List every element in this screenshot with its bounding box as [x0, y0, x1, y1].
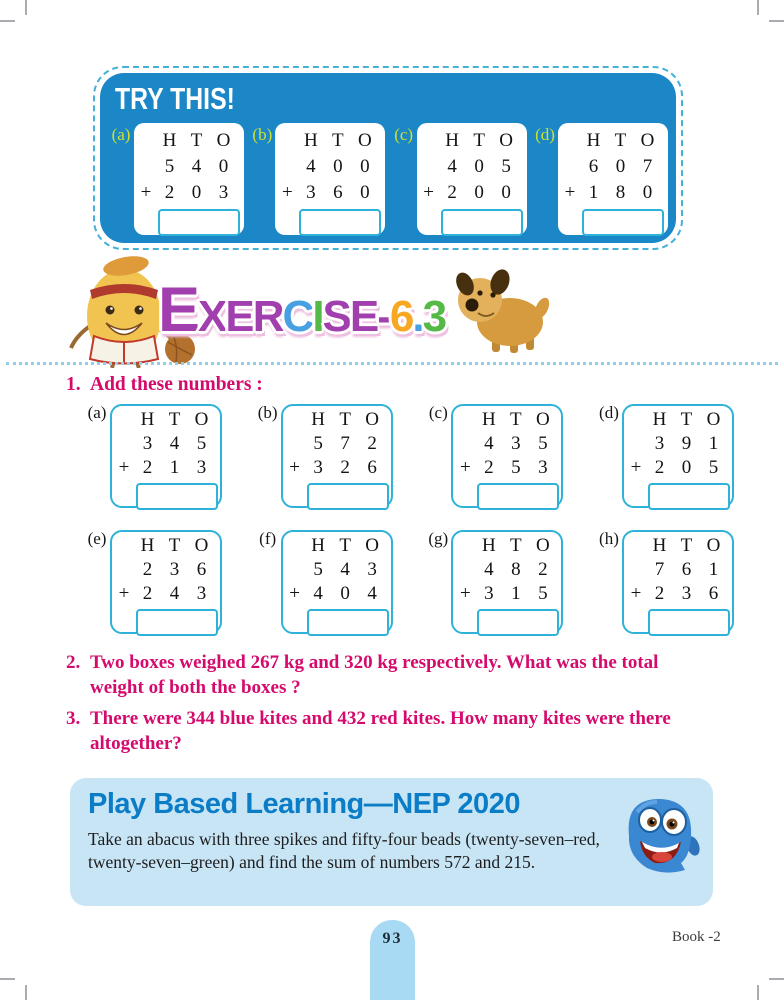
problem-label: (a) — [87, 403, 107, 422]
problem-label: (d) — [535, 125, 555, 144]
sum-problem — [108, 123, 244, 235]
digit: 3 — [484, 583, 494, 604]
digit: 1 — [169, 457, 180, 478]
digit: 5 — [538, 433, 548, 454]
digit: 3 — [218, 182, 229, 203]
digit: 3 — [196, 457, 207, 478]
column-header-h: H — [303, 130, 318, 151]
plus-sign: + — [289, 583, 301, 604]
sum-grid — [626, 534, 732, 606]
column-header-o: O — [706, 535, 721, 556]
sum-grid — [136, 128, 244, 206]
digit: 0 — [681, 457, 692, 478]
sum-problem — [425, 530, 563, 634]
column-header-o: O — [535, 409, 550, 430]
digit: 4 — [306, 156, 316, 177]
digit: 1 — [708, 559, 719, 580]
plus-sign: + — [118, 583, 130, 604]
digit: 4 — [191, 156, 202, 177]
digit: 3 — [367, 559, 377, 580]
answer-box[interactable] — [158, 209, 240, 236]
column-header-o: O — [357, 130, 372, 151]
digit: 2 — [142, 457, 153, 478]
sum-card — [622, 530, 734, 634]
digit: 2 — [142, 559, 153, 580]
digit: 0 — [474, 156, 484, 177]
try-this-problems — [108, 123, 668, 235]
problem-label: (f) — [259, 529, 277, 548]
blue-monster-image — [617, 790, 701, 874]
plus-sign: + — [118, 457, 130, 478]
sum-card — [281, 530, 393, 634]
digit: 2 — [447, 182, 457, 203]
play-based-learning-body: Take an abacus with three spikes and fifty-four beads (twenty-seven–red, twenty-seven–green) and find the sum of numbers 572 and 215. — [88, 829, 600, 872]
exercise-title-letter: . — [412, 292, 424, 341]
crop-mark — [757, 985, 759, 1000]
digit: 0 — [360, 182, 370, 203]
digit: 5 — [511, 457, 521, 478]
digit: 2 — [538, 559, 548, 580]
exercise-title-letter: I — [312, 292, 324, 341]
sum-problem — [249, 123, 385, 235]
sum-grid — [419, 128, 527, 206]
digit: 3 — [196, 583, 207, 604]
digit: 5 — [538, 583, 548, 604]
digit: 4 — [484, 559, 494, 580]
problem-label: (b) — [252, 125, 273, 144]
sum-problem — [391, 123, 527, 235]
column-header-o: O — [535, 535, 550, 556]
exercise-title-letter: X — [198, 292, 227, 341]
question-number: 2. — [66, 652, 81, 673]
exercise-problems — [84, 404, 734, 634]
digit: 8 — [511, 559, 521, 580]
sum-grid — [455, 534, 561, 606]
digit: 3 — [169, 559, 180, 580]
sum-card — [558, 123, 668, 235]
column-header-h: H — [481, 409, 496, 430]
digit: 0 — [615, 156, 626, 177]
digit: 2 — [164, 182, 175, 203]
column-header-h: H — [140, 409, 155, 430]
crop-mark — [0, 978, 15, 980]
digit: 1 — [588, 182, 599, 203]
answer-box[interactable] — [582, 209, 664, 236]
column-header-t: T — [510, 535, 522, 556]
plus-sign: + — [459, 457, 471, 478]
plus-sign: + — [140, 182, 152, 203]
digit: 8 — [615, 182, 626, 203]
answer-box[interactable] — [136, 609, 218, 636]
digit: 2 — [340, 457, 350, 478]
question-number: 1. — [66, 374, 81, 395]
column-header-h: H — [652, 535, 667, 556]
sum-problem — [255, 404, 393, 508]
column-header-o: O — [216, 130, 231, 151]
crop-mark — [769, 20, 784, 22]
digit: 0 — [191, 182, 202, 203]
column-header-h: H — [162, 130, 177, 151]
sum-problem — [596, 404, 734, 508]
exercise-title-letter: E — [158, 275, 200, 345]
sum-card — [275, 123, 385, 235]
sum-card — [134, 123, 244, 235]
plus-sign: + — [630, 457, 642, 478]
crop-mark — [25, 985, 27, 1000]
digit: 2 — [654, 457, 665, 478]
try-this-title: TRY THIS! — [115, 81, 235, 116]
column-header-t: T — [473, 130, 485, 151]
column-header-h: H — [311, 535, 326, 556]
digit: 3 — [538, 457, 548, 478]
column-header-h: H — [311, 409, 326, 430]
column-header-o: O — [365, 535, 380, 556]
exercise-title — [158, 274, 445, 346]
question-text: Two boxes weighed 267 kg and 320 kg respectively. What was the total weight of both the boxes ? — [90, 652, 659, 699]
answer-box[interactable] — [441, 209, 523, 236]
column-header-t: T — [680, 409, 693, 430]
column-header-t: T — [510, 409, 522, 430]
digit: 5 — [313, 559, 323, 580]
column-header-o: O — [499, 130, 514, 151]
column-header-o: O — [194, 409, 209, 430]
digit: 2 — [484, 457, 494, 478]
digit: 4 — [484, 433, 494, 454]
digit: 9 — [681, 433, 692, 454]
digit: 0 — [360, 156, 370, 177]
problem-label: (d) — [599, 403, 619, 422]
problem-label: (g) — [428, 529, 449, 548]
sum-card — [451, 404, 563, 508]
sum-card — [110, 404, 222, 508]
sum-grid — [626, 408, 732, 480]
page-number-tab — [370, 920, 415, 1000]
digit: 6 — [681, 559, 692, 580]
sum-grid — [114, 408, 220, 480]
column-header-h: H — [445, 130, 460, 151]
answer-box[interactable] — [136, 483, 218, 510]
plus-sign: + — [289, 457, 301, 478]
problem-label: (c) — [394, 125, 414, 144]
question-text: There were 344 blue kites and 432 red kites. How many kites were there altogether? — [90, 708, 671, 755]
digit: 3 — [313, 457, 323, 478]
digit: 5 — [501, 156, 511, 177]
exercise-title-letter: 3 — [422, 292, 447, 341]
sum-grid — [285, 534, 391, 606]
digit: 0 — [474, 182, 484, 203]
plus-sign: + — [281, 182, 293, 203]
column-header-t: T — [614, 130, 627, 151]
digit: 0 — [333, 156, 343, 177]
answer-box[interactable] — [307, 483, 389, 510]
column-header-t: T — [339, 409, 351, 430]
sum-card — [417, 123, 527, 235]
digit: 7 — [642, 156, 653, 177]
digit: 2 — [367, 433, 377, 454]
digit: 4 — [340, 559, 350, 580]
play-based-learning-box — [70, 778, 713, 906]
sum-grid — [560, 128, 668, 206]
digit: 5 — [708, 457, 719, 478]
column-header-t: T — [339, 535, 351, 556]
column-header-t: T — [168, 409, 181, 430]
problem-label: (a) — [111, 125, 131, 144]
sum-grid — [114, 534, 220, 606]
digit: 4 — [169, 433, 180, 454]
question-1-heading — [66, 374, 263, 396]
digit: 6 — [333, 182, 343, 203]
try-this-section — [93, 66, 683, 250]
digit: 6 — [708, 583, 719, 604]
column-header-h: H — [586, 130, 601, 151]
digit: 0 — [642, 182, 653, 203]
digit: 0 — [501, 182, 511, 203]
column-header-t: T — [332, 130, 344, 151]
answer-box[interactable] — [299, 209, 381, 236]
sum-card — [622, 404, 734, 508]
sum-problem — [255, 530, 393, 634]
play-based-learning-title: Play Based Learning—NEP 2020 — [88, 788, 520, 820]
digit: 5 — [164, 156, 175, 177]
sum-card — [281, 404, 393, 508]
sum-problem — [425, 404, 563, 508]
digit: 0 — [218, 156, 229, 177]
dog-mascot-image — [452, 266, 550, 356]
digit: 1 — [511, 583, 521, 604]
column-header-h: H — [140, 535, 155, 556]
digit: 6 — [196, 559, 207, 580]
column-header-t: T — [190, 130, 203, 151]
column-header-o: O — [640, 130, 655, 151]
sum-problem — [532, 123, 668, 235]
crop-mark — [769, 978, 784, 980]
column-header-t: T — [680, 535, 693, 556]
digit: 1 — [708, 433, 719, 454]
exercise-title-letter: C — [282, 292, 314, 341]
sum-grid — [285, 408, 391, 480]
digit: 4 — [169, 583, 180, 604]
plus-sign: + — [630, 583, 642, 604]
sum-problem — [84, 530, 222, 634]
digit: 6 — [588, 156, 599, 177]
plus-sign: + — [564, 182, 576, 203]
digit: 3 — [142, 433, 153, 454]
column-header-o: O — [194, 535, 209, 556]
question-3 — [66, 706, 710, 757]
answer-box[interactable] — [648, 609, 730, 636]
digit: 3 — [511, 433, 521, 454]
column-header-o: O — [706, 409, 721, 430]
question-2 — [66, 650, 710, 701]
column-header-h: H — [652, 409, 667, 430]
book-label: Book -2 — [672, 929, 721, 945]
digit: 4 — [367, 583, 377, 604]
problem-label: (e) — [87, 529, 107, 548]
digit: 3 — [681, 583, 692, 604]
digit: 3 — [654, 433, 665, 454]
page-number: 93 — [382, 930, 403, 947]
answer-box[interactable] — [307, 609, 389, 636]
problem-label: (c) — [428, 403, 448, 422]
exercise-title-letter: S — [322, 292, 351, 341]
problem-label: (b) — [257, 403, 278, 422]
crop-mark — [25, 0, 27, 15]
question-text: Add these numbers : — [90, 374, 263, 395]
digit: 7 — [654, 559, 665, 580]
plus-sign: + — [423, 182, 435, 203]
exercise-title-letter: - — [377, 292, 391, 341]
problem-label: (h) — [599, 529, 619, 548]
dotted-divider — [6, 362, 778, 365]
digit: 4 — [313, 583, 323, 604]
column-header-h: H — [481, 535, 496, 556]
answer-box[interactable] — [648, 483, 730, 510]
sum-grid — [277, 128, 385, 206]
digit: 3 — [306, 182, 316, 203]
exercise-title-letter: R — [252, 292, 284, 341]
digit: 7 — [340, 433, 350, 454]
sum-problem — [596, 530, 734, 634]
question-number: 3. — [66, 708, 81, 729]
digit: 2 — [654, 583, 665, 604]
digit: 2 — [142, 583, 153, 604]
exercise-title-letter: 6 — [389, 292, 414, 341]
sum-problem — [84, 404, 222, 508]
sum-grid — [455, 408, 561, 480]
digit: 5 — [313, 433, 323, 454]
digit: 5 — [196, 433, 207, 454]
try-this-box — [100, 73, 676, 243]
digit: 0 — [340, 583, 350, 604]
column-header-o: O — [365, 409, 380, 430]
column-header-t: T — [168, 535, 181, 556]
plus-sign: + — [459, 583, 471, 604]
answer-box[interactable] — [477, 483, 559, 510]
answer-box[interactable] — [477, 609, 559, 636]
digit: 6 — [367, 457, 377, 478]
crop-mark — [757, 0, 759, 15]
digit: 4 — [447, 156, 457, 177]
exercise-title-letter: E — [349, 292, 379, 341]
crop-mark — [0, 20, 15, 22]
sum-card — [451, 530, 563, 634]
sum-card — [110, 530, 222, 634]
exercise-title-letter: E — [225, 292, 254, 341]
